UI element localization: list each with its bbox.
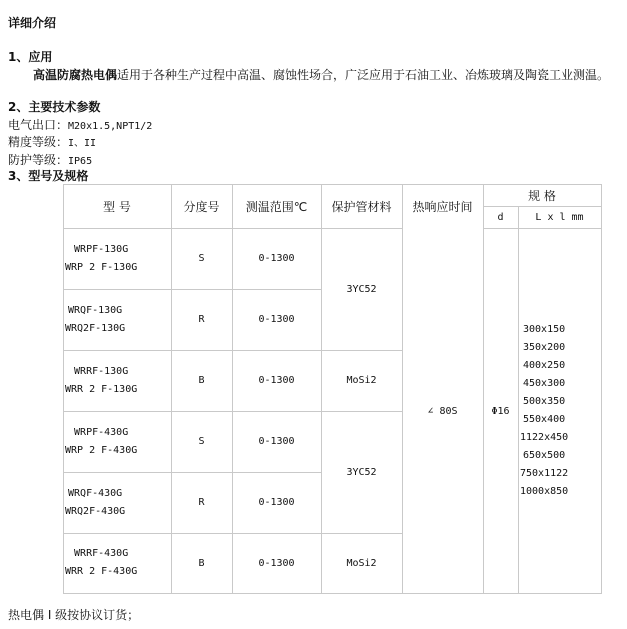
model-code: WRQ2F-430G — [65, 505, 126, 517]
material-cell: MoSi2 — [346, 557, 377, 569]
length-item: 500x350 — [523, 396, 566, 407]
row-division: B — [198, 557, 205, 569]
header-diameter: d — [497, 211, 504, 223]
row-division: S — [198, 253, 205, 264]
model-code: WRPF-130G — [74, 243, 129, 255]
model-code: WRQ2F-130G — [65, 322, 126, 334]
table-row-model — [65, 411, 171, 472]
length-item: 550x400 — [523, 414, 566, 425]
row-division: R — [198, 497, 205, 508]
length-item: 1122x450 — [520, 432, 569, 443]
header-tube-material: 保护管材料 — [331, 199, 392, 214]
header-division: 分度号 — [183, 199, 220, 214]
table-row-model — [65, 228, 171, 289]
length-item: 650x500 — [523, 450, 566, 461]
row-range: 0-1300 — [258, 557, 295, 569]
model-code: WRR 2 F-130G — [65, 383, 138, 395]
page-title: 详细介绍 — [8, 16, 57, 30]
application-description: 适用于各种生产过程中高温、腐蚀性场合，广泛应用于石油工业、冶炼玻璃及陶瓷工业测温。 — [117, 68, 610, 82]
model-code: WRRF-130G — [74, 365, 129, 377]
spec-value: I、II — [68, 138, 97, 149]
table-row-model — [65, 533, 171, 593]
length-item: 1000x850 — [520, 486, 569, 497]
length-item: 450x300 — [523, 378, 566, 389]
model-spec-table — [63, 184, 602, 594]
model-code: WRP 2 F-430G — [65, 444, 138, 456]
material-cell: 3YC52 — [346, 283, 377, 295]
section-heading-application: 1、应用 — [8, 50, 53, 64]
spec-label: 精度等级： — [8, 135, 69, 149]
spec-line-accuracy — [8, 133, 96, 150]
spec-value: IP65 — [68, 156, 93, 167]
length-list — [520, 228, 601, 594]
material-cell: 3YC52 — [346, 466, 377, 478]
footer-note: 热电偶 I 级按协议订货； — [8, 608, 140, 622]
model-code: WRP 2 F-130G — [65, 261, 138, 273]
section-heading-specs: 2、主要技术参数 — [8, 100, 101, 114]
spec-value: M20x1.5,NPT1/2 — [68, 121, 153, 132]
row-division: B — [198, 375, 205, 386]
length-item: 750x1122 — [520, 468, 569, 479]
response-time-cell: ∠ 80S — [427, 405, 458, 417]
spec-label: 电气出口： — [8, 118, 69, 132]
product-name: 高温防腐热电偶 — [33, 68, 118, 82]
header-range: 测温范围℃ — [245, 199, 308, 214]
length-item: 300x150 — [523, 324, 566, 335]
length-item: 400x250 — [523, 360, 566, 371]
section-heading-models: 3、型号及规格 — [8, 169, 89, 183]
table-row-model — [65, 472, 171, 533]
spec-line-protection — [8, 151, 92, 168]
row-range: 0-1300 — [258, 436, 295, 447]
row-range: 0-1300 — [258, 253, 295, 264]
header-length: L x l mm — [535, 211, 584, 223]
spec-line-electrical — [8, 116, 152, 133]
header-spec: 规 格 — [528, 188, 556, 203]
application-paragraph — [33, 66, 609, 83]
length-item: 350x200 — [523, 342, 566, 353]
row-range: 0-1300 — [258, 497, 295, 508]
model-code: WRPF-430G — [74, 426, 129, 438]
material-cell: MoSi2 — [346, 375, 377, 386]
diameter-cell: Φ16 — [491, 405, 510, 417]
spec-label: 防护等级： — [8, 153, 69, 167]
model-code: WRR 2 F-430G — [65, 566, 138, 577]
model-code: WRQF-130G — [68, 304, 123, 316]
row-range: 0-1300 — [258, 375, 295, 386]
table-row-model — [65, 350, 171, 411]
header-model: 型 号 — [103, 199, 131, 214]
table-row-model — [65, 289, 171, 350]
row-division: R — [198, 314, 205, 325]
row-division: S — [198, 436, 205, 447]
header-response-time: 热响应时间 — [412, 199, 473, 214]
model-code: WRQF-430G — [68, 487, 123, 499]
model-code: WRRF-430G — [74, 548, 129, 559]
row-range: 0-1300 — [258, 314, 295, 325]
